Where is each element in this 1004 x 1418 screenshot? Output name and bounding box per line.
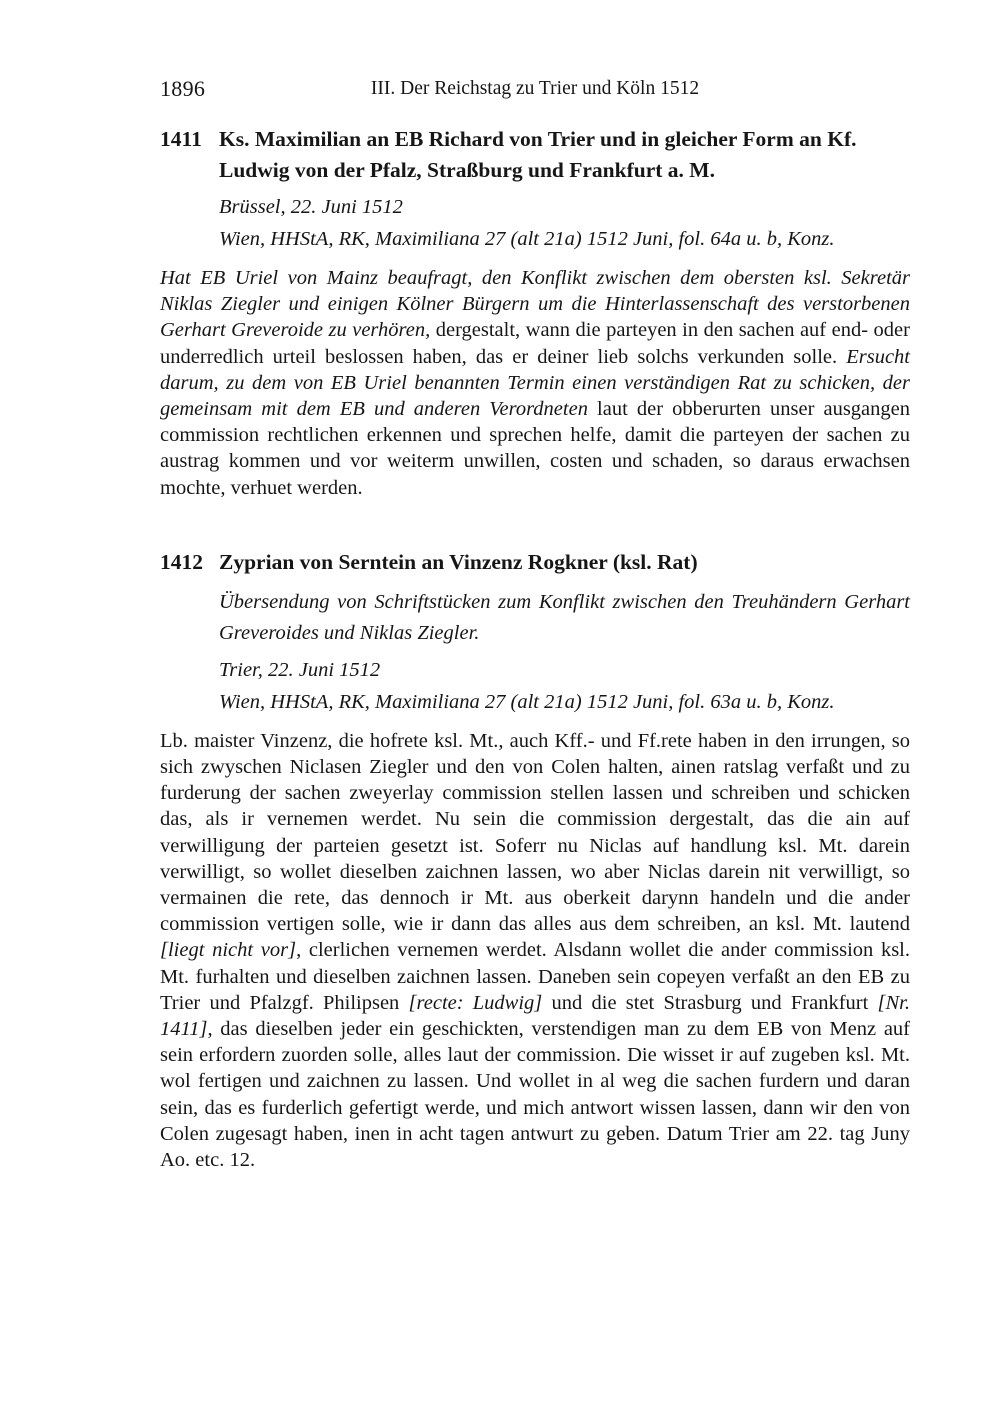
body-text-segment: laut der obberurten unser ausgangen commission rechtlichen erkennen und sprechen helfe, damit die parteyen der sachen zu austrag kommen und vor weiterm unwillen, costen und schaden, so daraus erwachsen mochte, verhuet werden. xyxy=(160,398,910,499)
page-header xyxy=(160,76,910,108)
entry-number: 1411 xyxy=(160,127,202,151)
entry-archival-source: Wien, HHStA, RK, Maximiliana 27 (alt 21a) 1512 Juni, fol. 63a u. b, Konz. xyxy=(219,690,835,713)
running-head: III. Der Reichstag zu Trier und Köln 1512 xyxy=(370,78,700,99)
body-text-segment: dergestalt, wann die parteyen in den sachen auf end- oder underredlich urteil beslossen haben, das er deiner lieb solchs verkunden solle. xyxy=(160,319,910,368)
entry-place-date: Brüssel, 22. Juni 1512 xyxy=(219,196,403,218)
entry-1411 xyxy=(160,124,910,501)
entry-place-date: Trier, 22. Juni 1512 xyxy=(219,658,381,681)
body-italic-segment: [liegt nicht vor] xyxy=(160,939,297,962)
entry-1411-heading xyxy=(160,124,910,186)
entry-1412 xyxy=(160,547,910,1173)
page-number: 1896 xyxy=(160,76,206,101)
body-text-segment: Lb. maister Vinzenz, die hofrete ksl. Mt., auch Kff.- und Ff.rete haben in den irrungen, so sich zwyschen Niclasen Ziegler und den von Colen halten, ainen ratslag verfaßt und zu furderung der sachen zweyerlay commission stellen lassen und schreiben und schicken das, als ir vernemen werdet. Nu sein die commission dergestalt, das die ain auf verwilligung der parteien gesetzt ist. Soferr nu Niclas auf handlung ksl. Mt. darein verwilligt, so wollet dieselben zaichnen lassen, wo aber Niclas darein nit verwilligt, so vermainen die rete, das dennoch ir Mt. aus oberkeit darynn handeln und die ander commission vertigen solle, wie ir dann das alles aus dem schreiben, an ksl. Mt. lautend xyxy=(160,729,910,936)
entry-1412-heading xyxy=(160,547,910,578)
body-italic-segment: [Nr. 1411] xyxy=(160,991,911,1041)
body-italic-segment: Hat EB Uriel von Mainz beaufragt, den Konflikt zwischen dem obersten ksl. Sekretär Niklas Ziegler und einigen Kölner Bürgern um die Hinterlassenschaft des verstorbenen Gerhart Greveroide zu verhören, xyxy=(160,267,910,342)
body-italic-segment: [recte: Ludwig] xyxy=(408,991,543,1014)
entry-archival-source: Wien, HHStA, RK, Maximiliana 27 (alt 21a) 1512 Juni, fol. 64a u. b, Konz. xyxy=(219,228,835,250)
entry-body xyxy=(160,265,910,501)
body-italic-segment: Ersucht darum, zu dem von EB Uriel benannten Termin einen verständigen Rat zu schicken, der gemeinsam mit dem EB und anderen Verordneten xyxy=(160,345,910,421)
body-text-segment: , das dieselben jeder ein geschickten, verstendigen man zu dem EB von Menz auf sein erfordern zuorden solle, alles laut der commission. Die wisset ir auf zugeben ksl. Mt. wol fertigen und zaichnen zu lassen. Und wollet in al weg die sachen furdern und daran sein, das es furderlich gefertigt werde, und mich antwort wissen lassen, dann wir den von Colen zugesagt haben, inen in acht tagen antwurt zu geben. Datum Trier am 22. tag Juny Ao. etc. 12. xyxy=(160,1018,910,1172)
body-text-segment: und die stet Strasburg und Frankfurt xyxy=(542,991,878,1014)
entry-title: Zyprian von Serntein an Vinzenz Rogkner (ksl. Rat) xyxy=(219,549,698,574)
body-text-segment: , clerlichen vernemen werdet. Alsdann wollet die ander commission ksl. Mt. furhalten und dieselben zaichnen lassen. Daneben sein copeyen verfaßt an den EB zu Trier und Pfalzgf. Philipsen xyxy=(160,939,910,1014)
entry-title: Ks. Maximilian an EB Richard von Trier und in gleicher Form an Kf. Ludwig von der Pfalz, Straßburg und Frankfurt a. M. xyxy=(219,127,857,182)
entry-summary: Übersendung von Schriftstücken zum Konflikt zwischen den Treuhändern Gerhart Greveroides und Niklas Ziegler. xyxy=(219,590,910,644)
entry-body xyxy=(160,728,910,1173)
entry-number: 1412 xyxy=(160,549,203,574)
